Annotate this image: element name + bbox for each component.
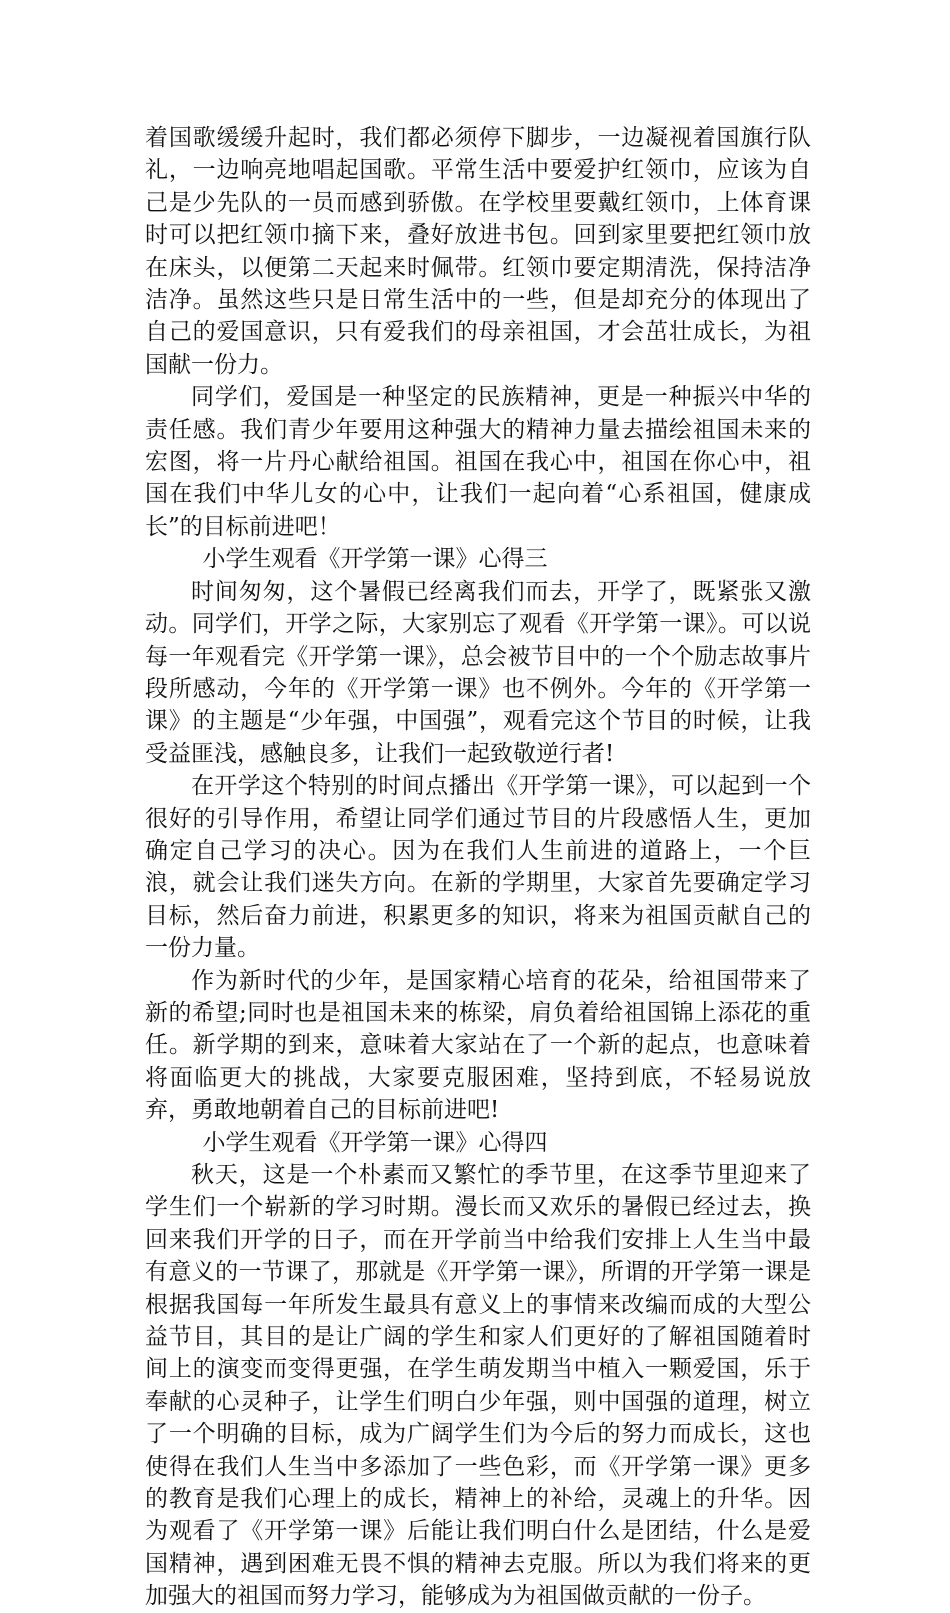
paragraph-autumn-semester: 秋天，这是一个朴素而又繁忙的季节里，在这季节里迎来了学生们一个崭新的学习时期。漫长而又欢乐的暑假已经过去，换回来我们开学的日子，而在开学前当中给我们安排上人生当中最有意义的一节课了，那就是《开学第一课》，所谓的开学第一课是根据我国每一年所发生最具有意义上的事情来改编而成的大型公益节目，其目的是让广阔的学生和家人们更好的了解祖国随着时间上的演变而变得更强，在学生萌发期当中植入一颗爱国，乐于奉献的心灵种子，让学生们明白少年强，则中国强的道理，树立了一个明确的目标，成为广阔学生们为今后的努力而成长，这也使得在我们人生当中多添加了一些色彩，而《开学第一课》更多的教育是我们心理上的成长，精神上的补给，灵魂上的升华。因为观看了《开学第一课》后能让我们明白什么是团结，什么是爱国精神，遇到困难无畏不惧的精神去克服。所以为我们将来的更加强大的祖国而努力学习，能够成为为祖国做贡献的一份子。 <box>145 1162 811 1610</box>
paragraph-broadcast-guidance: 在开学这个特别的时间点播出《开学第一课》，可以起到一个很好的引导作用，希望让同学们通过节目的片段感悟人生，更加确定自己学习的决心。因为在我们人生前进的道路上，一个巨浪，就会让我们迷失方向。在新的学期里，大家首先要确定学习目标，然后奋力前进，积累更多的知识，将来为祖国贡献自己的一份力量。 <box>145 773 811 962</box>
document-body <box>145 122 811 1613</box>
section-heading-four: 小学生观看《开学第一课》心得四 <box>202 1129 548 1156</box>
paragraph-continuation: 着国歌缓缓升起时，我们都必须停下脚步，一边凝视着国旗行队礼，一边响亮地唱起国歌。平常生活中要爱护红领巾，应该为自己是少先队的一员而感到骄傲。在学校里要戴红领巾，上体育课时可以把红领巾摘下来，叠好放进书包。回到家里要把红领巾放在床头，以便第二天起来时佩带。红领巾要定期清洗，保持洁净洁净。虽然这些只是日常生活中的一些，但是却充分的体现出了自己的爱国意识，只有爱我们的母亲祖国，才会茁壮成长，为祖国献一份力。 <box>145 125 811 378</box>
paragraph-summer-ends: 时间匆匆，这个暑假已经离我们而去，开学了，既紧张又激动。同学们，开学之际，大家别忘了观看《开学第一课》。可以说每一年观看完《开学第一课》，总会被节目中的一个个励志故事片段所感动，今年的《开学第一课》也不例外。今年的《开学第一课》的主题是“少年强，中国强”，观看完这个节目的时候，让我受益匪浅，感触良多，让我们一起致敬逆行者! <box>145 578 811 767</box>
paragraph-new-era-youth: 作为新时代的少年，是国家精心培育的花朵，给祖国带来了新的希望;同时也是祖国未来的栋梁，肩负着给祖国锦上添花的重任。新学期的到来，意味着大家站在了一个新的起点，也意味着将面临更大的挑战，大家要克服困难，坚持到底，不轻易说放弃，勇敢地朝着自己的目标前进吧! <box>145 967 811 1124</box>
section-heading-three: 小学生观看《开学第一课》心得三 <box>202 546 548 573</box>
paragraph-patriotism-conclusion: 同学们，爱国是一种坚定的民族精神，更是一种振兴中华的责任感。我们青少年要用这种强大的精神力量去描绘祖国未来的宏图，将一片丹心献给祖国。祖国在我心中，祖国在你心中，祖国在我们中华儿女的心中，让我们一起向着“心系祖国，健康成长”的目标前进吧！ <box>145 384 811 540</box>
